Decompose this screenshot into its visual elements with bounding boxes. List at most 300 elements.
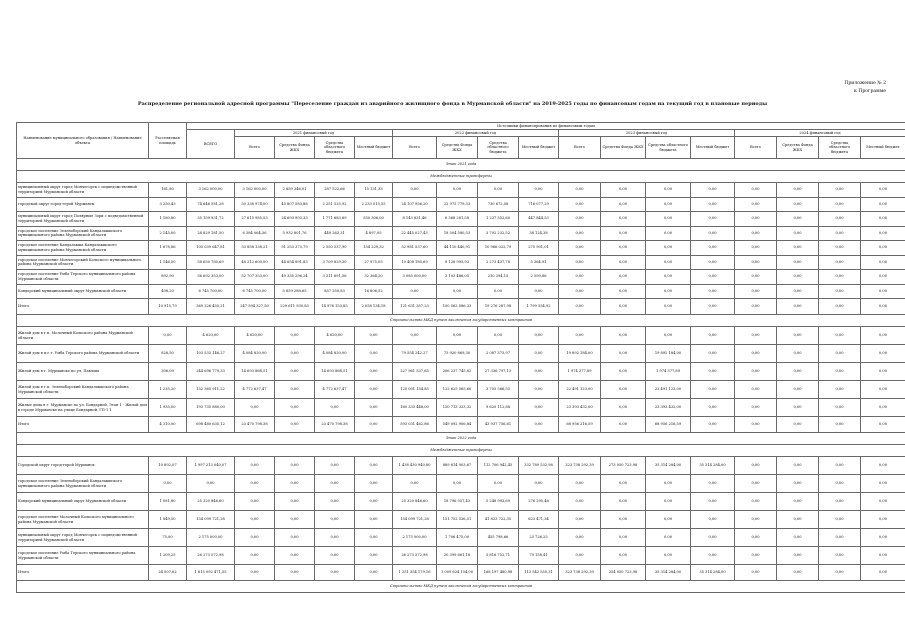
table-cell: 0,00	[691, 493, 735, 511]
table-cell: 0,00	[691, 399, 735, 417]
head-year-2023: 2023 финансовый год	[559, 130, 735, 137]
table-cell: 0,00	[478, 284, 519, 299]
table-cell: 15 131,33	[355, 183, 393, 198]
table-cell: 22 975 779,33	[437, 197, 478, 212]
row-name: муниципальный округ город Мончегорск с подведомственной территорией Мурманской области	[17, 529, 149, 547]
table-cell: 0,00	[691, 212, 735, 227]
table-cell: 0,00	[646, 299, 691, 315]
head-sub-regional: Средства областного бюджета	[819, 137, 861, 159]
table-cell: 0,00	[559, 241, 601, 256]
table-cell: 0,00	[601, 241, 646, 256]
table-cell: 0,00	[519, 284, 559, 299]
table-cell: 0,00	[735, 327, 777, 345]
table-cell: 0,00	[861, 226, 905, 241]
table-cell: 0,00	[819, 212, 861, 227]
table-cell: 0,00	[275, 511, 315, 529]
table-cell: 0,00	[819, 241, 861, 256]
row-name: городское поселение Зеленоборский Кандалакшского муниципального района Мурманской области	[17, 226, 149, 241]
table-cell: 0,00	[819, 197, 861, 212]
head-total: ВСЕГО	[187, 130, 235, 159]
table-cell: 0,00	[735, 381, 777, 399]
table-cell: 0,00	[861, 327, 905, 345]
table-cell: 0,00	[646, 241, 691, 256]
table-cell: 0,00	[275, 565, 315, 581]
table-cell: 0,00	[861, 212, 905, 227]
table-row	[17, 255, 905, 270]
table-cell: 323 738 292,39	[559, 457, 601, 475]
row-name: городское поселение Молочный Кольского муниципального района Мурманской области	[17, 511, 149, 529]
table-cell: 0,00	[559, 255, 601, 270]
table-cell: 161,80	[149, 183, 187, 198]
table-cell: 0,00	[187, 475, 235, 493]
table-cell: 0,00	[519, 399, 559, 417]
table-cell: 3 755 566,55	[478, 381, 519, 399]
head-area: Расселяемая площадь	[149, 123, 187, 159]
table-cell: 35 314 284,00	[646, 457, 691, 475]
section-construction-2021-label: Строительство МКД путем заключения государственных контрактов	[17, 315, 905, 327]
table-cell: 25 320 846,60	[187, 493, 235, 511]
table-cell: 0,00	[355, 327, 393, 345]
table-cell: 113 542 555,31	[519, 565, 559, 581]
appendix-number: Приложение № 2	[844, 81, 886, 86]
table-cell: 41 823 722,35	[478, 511, 519, 529]
head-sub-total: Всего	[393, 137, 437, 159]
section-transfers-2022	[17, 445, 905, 457]
table-cell: 0,00	[275, 547, 315, 565]
table-cell: 0,00	[355, 363, 393, 381]
table-cell: 0,00	[235, 529, 275, 547]
table-cell: 51 253 373,79	[275, 241, 315, 256]
table-cell: 0,00	[601, 327, 646, 345]
table-cell: 24 693 993,33	[275, 212, 315, 227]
table-cell: 0,00	[559, 547, 601, 565]
table-cell: 3 311 691,56	[315, 270, 355, 285]
table-cell: 10 966 022,79	[478, 241, 519, 256]
table-cell: 105 039 647,81	[187, 241, 235, 256]
table-cell: 3 709 829,30	[315, 255, 355, 270]
table-cell: 0,00	[601, 284, 646, 299]
table-cell: 0,00	[819, 226, 861, 241]
table-cell: 2 145,00	[149, 226, 187, 241]
table-cell: 0,00	[819, 475, 861, 493]
table-cell: 79 158,41	[519, 547, 559, 565]
table-cell: 23 470 798,38	[235, 417, 275, 433]
table-cell: 0,00	[735, 399, 777, 417]
table-cell: 0,00	[819, 547, 861, 565]
table-cell: 892,90	[149, 270, 187, 285]
table-cell: 0,00	[691, 183, 735, 198]
table-cell: 0,00	[691, 417, 735, 433]
table-cell: 0,00	[819, 457, 861, 475]
table-cell: 75,00	[149, 529, 187, 547]
table-cell: 0,00	[646, 327, 691, 345]
table-cell: 550 306,00	[355, 212, 393, 227]
table-cell: 1 997 213 040,07	[187, 457, 235, 475]
table-cell: 0,00	[819, 270, 861, 285]
table-cell: 0,00	[646, 212, 691, 227]
table-cell: 0,00	[735, 511, 777, 529]
table-cell: 0,00	[559, 511, 601, 529]
table-cell: 0,00	[777, 197, 819, 212]
table-cell: 1 209,25	[149, 547, 187, 565]
table-cell: 0,00	[777, 493, 819, 511]
table-cell: 0,00	[355, 511, 393, 529]
table-cell: 0,00	[691, 299, 735, 315]
section-transfers-2021-label: Межбюджетные трансферты	[17, 171, 905, 183]
row-name: городское поселение Умба Терского муниципального района Мурманской области	[17, 547, 149, 565]
table-cell: 0,00	[646, 493, 691, 511]
head-sub-local: Местный бюджет	[861, 137, 905, 159]
table-cell: 0,00	[519, 417, 559, 433]
table-cell: 0,00	[691, 226, 735, 241]
table-row	[17, 197, 905, 212]
table-cell: 1 935,00	[149, 399, 187, 417]
table-cell: 2 175 000,00	[393, 529, 437, 547]
table-cell: 0,00	[861, 547, 905, 565]
table-cell: 1 706 475,00	[437, 529, 478, 547]
table-cell: 0,00	[275, 327, 315, 345]
table-cell: 455 798,66	[478, 529, 519, 547]
table-cell: 6 368 281,58	[437, 212, 478, 227]
table-cell: 1 849,50	[149, 511, 187, 529]
table-cell: 154 099 721,28	[393, 511, 437, 529]
table-cell: 275 901,01	[519, 241, 559, 256]
table-cell: 1 235,20	[149, 381, 187, 399]
table-cell: 0,00	[861, 345, 905, 363]
table-cell: 0,00	[601, 183, 646, 198]
table-cell: 6 745 700,00	[187, 284, 235, 299]
table-cell: 447 844,53	[519, 212, 559, 227]
table-cell: 0,00	[735, 457, 777, 475]
table-cell: 4 620,00	[235, 327, 275, 345]
table-cell: 206 237 745,82	[437, 363, 478, 381]
table-body	[17, 159, 905, 593]
table-cell: 0,00	[355, 547, 393, 565]
table-cell: 0,00	[393, 327, 437, 345]
head-sub-fund: Средства Фонда ЖКХ	[777, 137, 819, 159]
table-cell: 152 365 911,22	[187, 381, 235, 399]
table-cell: 48 212 600,00	[235, 255, 275, 270]
table-cell: 0,00	[691, 363, 735, 381]
head-year-2022: 2022 финансовый год	[393, 130, 559, 137]
appendix-note	[844, 80, 886, 96]
table-cell: 0,00	[691, 511, 735, 529]
table-cell: 0,00	[777, 183, 819, 198]
table-cell: 0,00	[559, 493, 601, 511]
table-cell: 32 364,20	[355, 270, 393, 285]
head-sub-regional: Средства областного бюджета	[478, 137, 519, 159]
table-cell: 0,00	[235, 565, 275, 581]
table-cell: 0,00	[275, 381, 315, 399]
table-row	[17, 381, 905, 399]
table-cell: 0,00	[861, 399, 905, 417]
table-cell: 25 320 846,60	[393, 493, 437, 511]
table-cell: 1 251 354 179,16	[393, 565, 437, 581]
table-cell: 112 706 942,45	[478, 457, 519, 475]
table-cell: 0,00	[393, 284, 437, 299]
table-cell: 0,00	[275, 363, 315, 381]
table-cell: 35 314 284,00	[691, 565, 735, 581]
table-cell: 19 892 184,00	[559, 345, 601, 363]
head-sub-local: Местный бюджет	[355, 137, 393, 159]
table-cell: 0,00	[275, 493, 315, 511]
table-cell: 0,00	[601, 363, 646, 381]
table-cell: 0,00	[315, 565, 355, 581]
table-cell: 0,00	[819, 363, 861, 381]
table-cell: 151 752 536,51	[437, 511, 478, 529]
table-cell: 19 276 287,98	[478, 299, 519, 315]
table-cell: 247 594 327,50	[235, 299, 275, 315]
table-cell: 0,00	[735, 255, 777, 270]
table-cell: 0,00	[275, 457, 315, 475]
row-name: Жилой дом в г. Мурманске по ул. Павлова	[17, 363, 149, 381]
table-cell: 74 646 581,28	[187, 197, 235, 212]
table-row	[17, 226, 905, 241]
table-cell: 23 393 432,00	[559, 399, 601, 417]
table-cell: 0,00	[601, 381, 646, 399]
table-cell: 27 336 797,13	[478, 363, 519, 381]
table-cell: 0,00	[691, 475, 735, 493]
table-cell: 0,00	[861, 529, 905, 547]
table-cell: 35 159 931,72	[187, 212, 235, 227]
table-cell: 0,00	[819, 417, 861, 433]
table-cell: 0,00	[559, 299, 601, 315]
table-cell: 1 678,86	[149, 241, 187, 256]
table-cell: 0,00	[559, 284, 601, 299]
table-cell: 18 504 580,53	[437, 226, 478, 241]
table-cell: 0,00	[235, 547, 275, 565]
head-sub-total: Всего	[235, 137, 275, 159]
table-cell: 150 713 333,32	[437, 399, 478, 417]
table-cell: 125 001 154,85	[393, 381, 437, 399]
table-cell: 0,00	[559, 212, 601, 227]
table-cell: 4 620,00	[315, 327, 355, 345]
head-sources: Источники финансирования по финансовым годам	[187, 123, 905, 130]
table-row	[17, 345, 905, 363]
row-name: Ковдорский муниципальный округ Мурманской области	[17, 284, 149, 299]
table-cell: 14 976 153,85	[315, 299, 355, 315]
table-cell: 0,00	[355, 493, 393, 511]
table-cell: 0,00	[559, 197, 601, 212]
table-cell: 10 408 180,69	[393, 255, 437, 270]
table-cell: 0,00	[735, 529, 777, 547]
table-cell: 0,00	[355, 457, 393, 475]
table-cell: 0,00	[691, 381, 735, 399]
table-cell: 100 562 586,33	[437, 299, 478, 315]
table-cell: 0,00	[777, 212, 819, 227]
table-cell: 154 099 721,28	[187, 511, 235, 529]
table-cell: 50 338 974,00	[235, 197, 275, 212]
table-cell: 79 554 242,27	[393, 345, 437, 363]
table-cell: 168 197 480,98	[478, 565, 519, 581]
table-cell: 276 295,46	[519, 493, 559, 511]
table-cell: 0,00	[559, 226, 601, 241]
section-transfers-2022-label: Межбюджетные трансферты	[17, 445, 905, 457]
table-row	[17, 511, 905, 529]
table-cell: 0,00	[735, 493, 777, 511]
table-cell: 22 491 123,00	[559, 381, 601, 399]
table-cell: 56 692 353,00	[187, 270, 235, 285]
table-cell: 0,00	[646, 547, 691, 565]
table-cell: 0,00	[275, 529, 315, 547]
table-cell: 730 672,58	[478, 197, 519, 212]
table-cell: 23 393 432,00	[646, 399, 691, 417]
table-cell: 0,00	[235, 493, 275, 511]
table-cell: 0,00	[235, 475, 275, 493]
row-name: Жилой дом в п.г.т. Умба Терского района Мурманской области	[17, 345, 149, 363]
table-cell: 0,00	[691, 255, 735, 270]
table-cell: 0,00	[646, 270, 691, 285]
table-cell: 2 251 525,92	[315, 197, 355, 212]
table-cell: 0,00	[235, 399, 275, 417]
table-cell: 154 229,32	[355, 241, 393, 256]
table-cell: 0,00	[235, 511, 275, 529]
table-row	[17, 529, 905, 547]
table-cell: 0,00	[819, 327, 861, 345]
table-cell: 1 146,50	[149, 255, 187, 270]
table-cell: 2 175 000,00	[187, 529, 235, 547]
table-cell: 0,00	[861, 363, 905, 381]
table-cell: 0,00	[393, 475, 437, 493]
table-cell: 0,00	[777, 363, 819, 381]
head-sub-local: Местный бюджет	[691, 137, 735, 159]
table-cell: 369 226 455,21	[187, 299, 235, 315]
table-cell: 122 625 565,60	[437, 381, 478, 399]
table-cell: 52 981 537,60	[393, 241, 437, 256]
table-cell: 0,00	[355, 345, 393, 363]
table-cell: 8 128 995,93	[437, 255, 478, 270]
table-cell: 22 445 027,43	[393, 226, 437, 241]
table-cell: 0,00	[559, 183, 601, 198]
table-cell: 2 550 537,90	[315, 241, 355, 256]
table-cell: 2 058 134,18	[355, 299, 393, 315]
table-cell: 44 110 440,91	[437, 241, 478, 256]
table-cell: 193 735 880,00	[187, 399, 235, 417]
table-cell: 0,00	[601, 226, 646, 241]
table-cell: 0,00	[777, 345, 819, 363]
stage-2021-heading-label: Этап 2021 года	[17, 159, 905, 171]
table-cell: 6 745 700,00	[235, 284, 275, 299]
table-cell: 0,00	[861, 565, 905, 581]
table-cell: 0,00	[315, 457, 355, 475]
row-name: городское поселение Кандалакша Кандалакшского муниципального района Мурманской области	[17, 241, 149, 256]
table-cell: 6 384 064,36	[235, 226, 275, 241]
program-distribution-table	[16, 122, 905, 593]
table-row	[17, 363, 905, 381]
table-row	[17, 241, 905, 256]
table-cell: 0,00	[601, 345, 646, 363]
table-cell: 0,00	[478, 327, 519, 345]
table-cell: 857 250,83	[315, 284, 355, 299]
table-cell: 24 507,62	[149, 565, 187, 581]
row-name: муниципальный округ город Полярные Зори с подведомственной территорией Мурманской области	[17, 212, 149, 227]
row-name: Ковдорский муниципальный округ Мурманской области	[17, 493, 149, 511]
table-cell: 2 273 437,78	[478, 255, 519, 270]
table-cell: 52 707 353,00	[235, 270, 275, 285]
table-cell: 0,00	[735, 197, 777, 212]
table-cell: 4 897,05	[355, 226, 393, 241]
stage-2022-heading	[17, 433, 905, 445]
table-cell: 1 974 377,89	[559, 363, 601, 381]
table-cell: 49 335 296,24	[275, 270, 315, 285]
table-cell: 0,00	[646, 255, 691, 270]
head-sub-fund: Средства Фонда ЖКХ	[601, 137, 646, 159]
table-cell: 0,00	[777, 255, 819, 270]
table-cell: 0,00	[315, 529, 355, 547]
table-cell: 0,00	[777, 327, 819, 345]
table-cell: 58 650 780,69	[187, 255, 235, 270]
total-row	[17, 299, 905, 315]
table-cell: 160 333 448,00	[393, 399, 437, 417]
table-cell: 10 915,79	[149, 299, 187, 315]
table-cell: 1 974 377,89	[646, 363, 691, 381]
table-row	[17, 399, 905, 417]
table-cell: 22 491 123,00	[646, 381, 691, 399]
stage-2021-heading	[17, 159, 905, 171]
table-cell: 549 092 906,84	[437, 417, 478, 433]
table-row	[17, 284, 905, 299]
table-cell: 244 696 779,33	[187, 363, 235, 381]
table-cell: 0,00	[777, 565, 819, 581]
table-cell: 0,00	[519, 183, 559, 198]
table-cell: 18 796 557,43	[437, 493, 478, 511]
table-cell: 27 975,05	[355, 255, 393, 270]
table-cell: 0,00	[601, 529, 646, 547]
head-sub-local: Местный бюджет	[519, 137, 559, 159]
table-cell: 408,20	[149, 284, 187, 299]
row-name: Итого	[17, 299, 149, 315]
table-cell: 0,00	[735, 417, 777, 433]
table-cell: 716 077,29	[519, 197, 559, 212]
section-construction-2022	[17, 581, 905, 593]
table-cell: 0,00	[646, 183, 691, 198]
table-cell: 14 693 868,51	[235, 363, 275, 381]
table-cell: 4 310,00	[149, 417, 187, 433]
table-cell: 0,00	[275, 475, 315, 493]
table-cell: 2 859 346,01	[275, 183, 315, 198]
table-cell: 2 087 375,97	[478, 345, 519, 363]
table-cell: 53 858 138,21	[235, 241, 275, 256]
table-cell: 24 107 956,20	[393, 197, 437, 212]
table-cell: 3 792 232,52	[478, 226, 519, 241]
table-cell: 0,00	[819, 299, 861, 315]
head-name: Наименование муниципального образования / Наименование объекта	[17, 123, 149, 159]
table-cell: 623 471,34	[519, 511, 559, 529]
table-cell: 4 772 637,47	[315, 381, 355, 399]
table-cell: 26 273 572,98	[187, 547, 235, 565]
table-cell: 0,00	[819, 183, 861, 198]
table-cell: 0,00	[735, 284, 777, 299]
table-cell: 0,00	[691, 327, 735, 345]
table-cell: 227 961 537,65	[393, 363, 437, 381]
table-cell: 26 273 572,98	[393, 547, 437, 565]
table-cell: 0,00	[819, 529, 861, 547]
table-cell: 0,00	[861, 270, 905, 285]
table-cell: 0,00	[437, 327, 478, 345]
table-cell: 0,00	[275, 417, 315, 433]
table-cell: 8 143 831,46	[393, 212, 437, 227]
table-cell: 5 859 288,65	[275, 284, 315, 299]
table-cell: 4 620,00	[187, 327, 235, 345]
table-cell: 0,00	[601, 399, 646, 417]
table-cell: 35 314 284,00	[646, 565, 691, 581]
table-cell: 0,00	[393, 183, 437, 198]
table-cell: 1 237 552,60	[478, 212, 519, 227]
table-cell: 0,00	[149, 327, 187, 345]
table-cell: 0,00	[315, 547, 355, 565]
table-cell: 23 470 798,38	[315, 417, 355, 433]
head-year-2021: 2021 финансовый год	[235, 130, 393, 137]
